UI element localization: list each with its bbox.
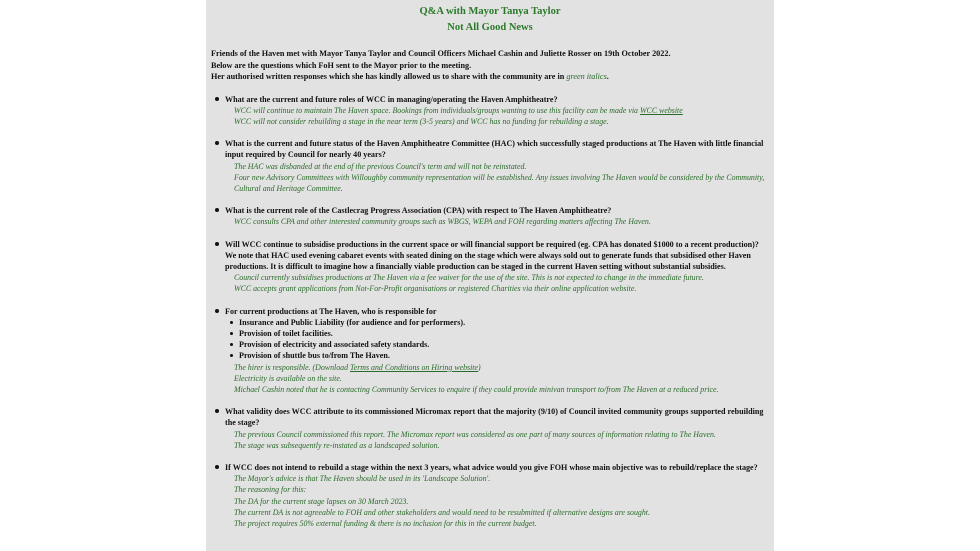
answer-line: Four new Advisory Committees with Willoughby community representation will be established. Any issues involving The Haven would be considered by the Community, Cultural and Heritage Committee.	[234, 172, 765, 193]
answer-line: The hirer is responsible. (Download Terms and Conditions on Hiring website)	[234, 362, 481, 372]
responsibility-list	[225, 317, 770, 362]
bullet-icon	[215, 242, 219, 246]
list-item: Provision of electricity and associated safety standards.	[225, 339, 770, 350]
question-list	[206, 94, 774, 530]
question-item-2	[206, 138, 774, 194]
wcc-website-link[interactable]: WCC website	[639, 105, 683, 115]
list-item: Provision of shuttle bus to/from The Haven.	[225, 350, 770, 361]
bullet-icon	[215, 409, 219, 413]
bullet-icon	[215, 97, 219, 101]
question-item-3	[206, 205, 774, 227]
answer-line: The project requires 50% external funding & there is no inclusion for this in the current budget.	[234, 519, 537, 528]
answer-line: WCC will not consider rebuilding a stage in the near term (3-5 years) and WCC has no funding for rebuilding a stage.	[234, 116, 609, 126]
answer-line: Michael Cashin noted that he is contacting Community Services to enquire if they could provide minivan transport to/from The Haven at a reduced price.	[234, 384, 719, 394]
question-text: What is the current role of the Castlecrag Progress Association (CPA) with respect to The Haven Amphitheatre?	[225, 206, 612, 216]
answer-line: WCC will continue to maintain The Haven space. Bookings from individuals/groups wanting to use this facility can be made via WCC website	[234, 105, 683, 115]
answer-line: The current DA is not agreeable to FOH and other stakeholders and would need to be resubmitted if alternative designs are sought.	[234, 507, 650, 517]
page-title: Q&A with Mayor Tanya Taylor	[419, 6, 561, 17]
question-text: What are the current and future roles of WCC in managing/operating the Haven Amphitheatre?	[225, 94, 558, 104]
document-page	[206, 0, 774, 551]
list-item: Provision of toilet facilities.	[225, 328, 770, 339]
intro-line-3: Her authorised written responses which she has kindly allowed us to share with the community are in green italics.	[211, 72, 609, 81]
list-item: Insurance and Public Liability (for audience and for performers).	[225, 317, 770, 328]
bullet-icon	[215, 465, 219, 469]
question-item-7	[206, 462, 774, 529]
question-text: What validity does WCC attribute to its commissioned Micromax report that the majority (9/10) of Council invited community groups supported rebuilding the stage?	[225, 407, 764, 428]
intro-line-2: Below are the questions which FoH sent to the Mayor prior to the meeting.	[211, 60, 472, 70]
question-item-4	[206, 239, 774, 295]
bullet-icon	[215, 141, 219, 145]
answer-line: Council currently subsidises productions at The Haven via a fee waiver for the use of the site. This is not expected to change in the immediate future.	[234, 273, 704, 283]
bullet-icon	[215, 208, 219, 212]
answer-line: WCC accepts grant applications from Not-For-Profit organisations or registered Charities via their online application website.	[234, 284, 637, 294]
question-text: If WCC does not intend to rebuild a stage within the next 3 years, what advice would you give FOH whose main objective was to rebuild/replace the stage?	[225, 462, 758, 472]
answer-line: The stage was subsequently re-instated as a landscaped solution.	[234, 440, 440, 450]
question-item-5	[206, 306, 774, 396]
page-subtitle: Not All Good News	[447, 22, 533, 33]
answer-line: The Mayor's advice is that The Haven should be used in its 'Landscape Solution'.	[234, 474, 491, 484]
answer-line: Electricity is available on the site.	[234, 373, 342, 383]
green-italics-note: green italics	[566, 72, 607, 81]
answer-line: The DA for the current stage lapses on 30 March 2023.	[234, 496, 409, 506]
question-item-6	[206, 406, 774, 451]
answer-line: The reasoning for this:	[234, 485, 307, 495]
answer-line: The HAC was disbanded at the end of the previous Council's term and will not be reinstated.	[234, 161, 527, 171]
bullet-icon	[215, 309, 219, 313]
hiring-terms-link[interactable]: Terms and Conditions on Hiring website	[350, 362, 478, 372]
answer-line: WCC consults CPA and other interested community groups such as WBGS, WEPA and FOH regarding matters affecting The Haven.	[234, 217, 651, 227]
question-item-1	[206, 94, 774, 128]
answer-line: The previous Council commissioned this report. The Micromax report was considered as one part of many sources of information relating to The Haven.	[234, 429, 716, 439]
question-text: Will WCC continue to subsidise productions in the current space or will financial support be required (eg. CPA has donated $1000 to a recent production)? We note that HAC used evening cabaret events with seated dining on the stage which were always sold out to generate funds that subsidised other Haven productions. It is difficult to imagine how a financially viable production can be staged in the current Haven setting without substantial subsidies.	[225, 239, 759, 271]
question-text: For current productions at The Haven, who is responsible for	[225, 306, 437, 316]
intro-line-1: Friends of the Haven met with Mayor Tanya Taylor and Council Officers Michael Cashin and Juliette Rosser on 19th October 2022.	[211, 49, 671, 58]
intro-paragraph	[211, 48, 774, 83]
question-text: What is the current and future status of the Haven Amphitheatre Committee (HAC) which successfully staged productions at The Haven with little financial input required by Council for nearly 40 years?	[225, 139, 764, 160]
